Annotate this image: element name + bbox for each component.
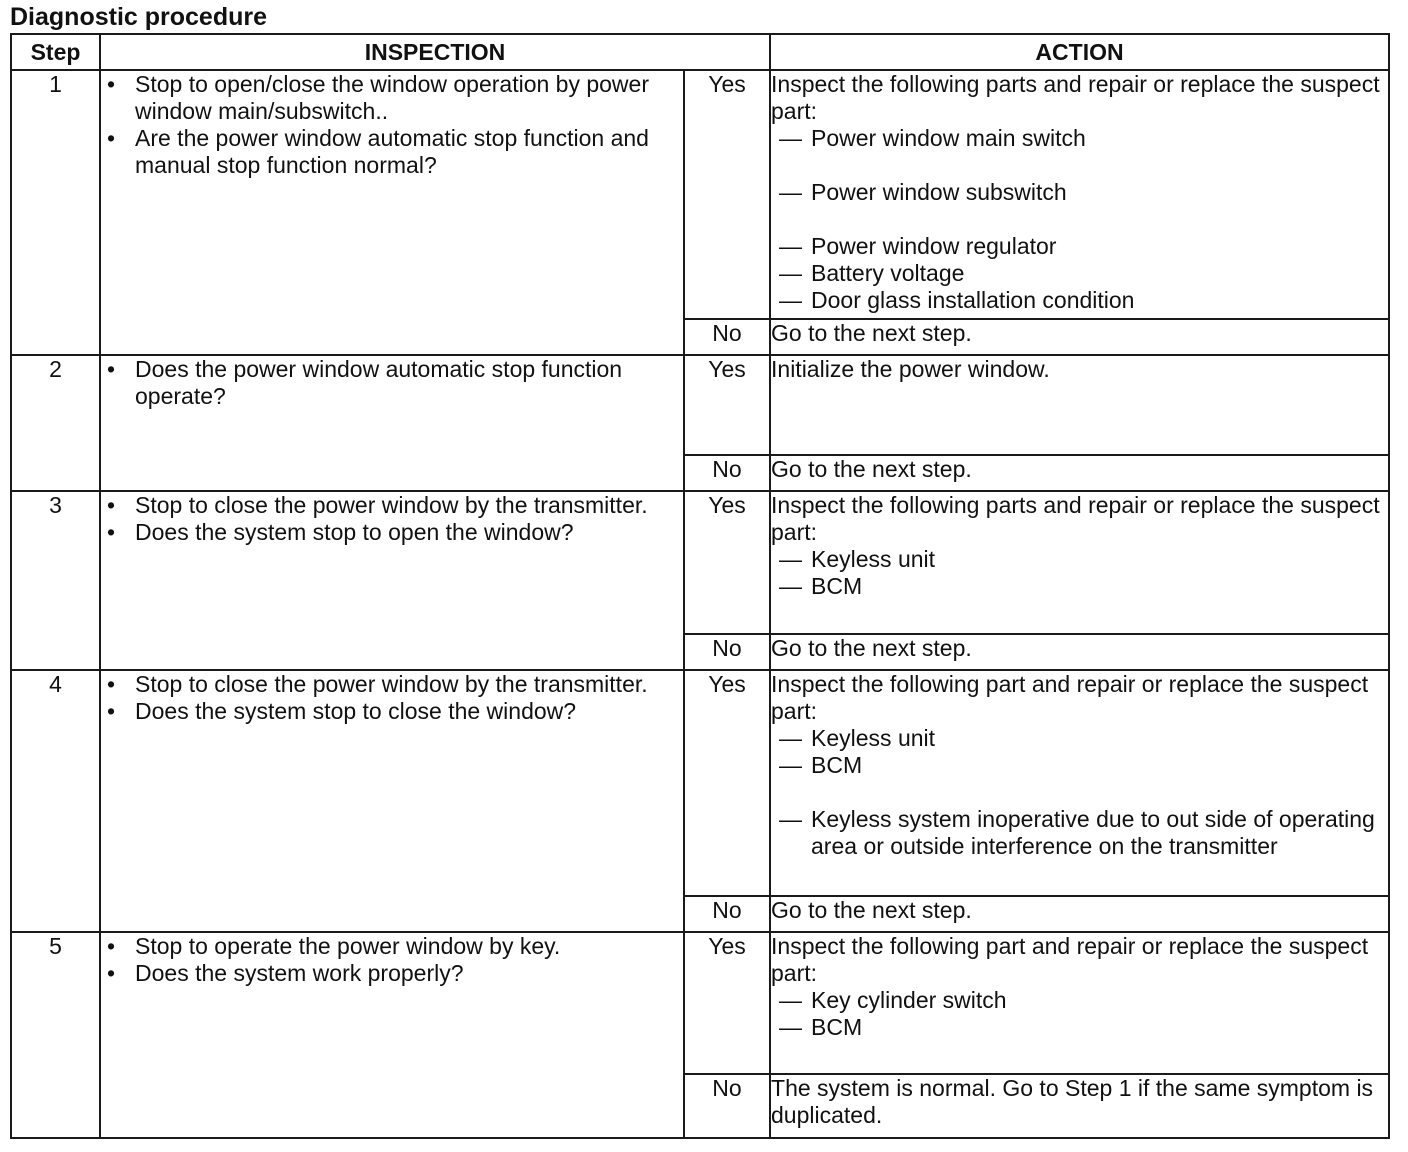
inspection-item: • Stop to open/close the window operation by power window main/subswitch.. bbox=[101, 71, 683, 125]
inspection-item: • Stop to close the power window by the transmitter. bbox=[101, 671, 683, 698]
inspection-item: • Are the power window automatic stop function and manual stop function normal? bbox=[101, 125, 683, 179]
step-number: 5 bbox=[11, 932, 100, 1138]
inspection-cell bbox=[100, 932, 684, 1138]
part-item: — Keyless unit bbox=[771, 546, 1388, 573]
action-text: Inspect the following part and repair or replace the suspect part: bbox=[771, 933, 1369, 986]
yes-label: Yes bbox=[684, 932, 770, 1074]
yes-label: Yes bbox=[684, 670, 770, 896]
inspection-item: • Does the system stop to open the window? bbox=[101, 519, 683, 546]
part-item: — Door glass installation condition bbox=[771, 287, 1388, 314]
step-row-yes bbox=[11, 491, 1389, 634]
action-no: Go to the next step. bbox=[770, 896, 1389, 932]
step-row-yes bbox=[11, 670, 1389, 896]
step-number: 3 bbox=[11, 491, 100, 670]
header-step: Step bbox=[11, 34, 100, 70]
inspection-item: • Does the system stop to close the window? bbox=[101, 698, 683, 725]
action-no: Go to the next step. bbox=[770, 455, 1389, 491]
part-item: — Keyless system inoperative due to out side of operating area or outside interference on the transmitter bbox=[771, 806, 1388, 860]
no-label: No bbox=[684, 896, 770, 932]
part-item: — Power window regulator bbox=[771, 233, 1388, 260]
part-item: — Power window main switch bbox=[771, 125, 1388, 152]
action-text: Inspect the following parts and repair or replace the suspect part: bbox=[771, 492, 1380, 545]
inspection-cell bbox=[100, 70, 684, 355]
action-yes bbox=[770, 491, 1389, 634]
yes-label: Yes bbox=[684, 491, 770, 634]
step-number: 2 bbox=[11, 355, 100, 491]
header-row bbox=[11, 34, 1389, 70]
no-label: No bbox=[684, 634, 770, 670]
action-yes bbox=[770, 70, 1389, 319]
no-label: No bbox=[684, 319, 770, 355]
action-text: Inspect the following parts and repair or replace the suspect part: bbox=[771, 71, 1380, 124]
part-item: — Battery voltage bbox=[771, 260, 1388, 287]
part-item: — Key cylinder switch bbox=[771, 987, 1388, 1014]
part-item: — Keyless unit bbox=[771, 725, 1388, 752]
header-inspection: INSPECTION bbox=[100, 34, 770, 70]
inspection-item: • Does the power window automatic stop function operate? bbox=[101, 356, 683, 410]
inspection-item: • Does the system work properly? bbox=[101, 960, 683, 987]
inspection-cell bbox=[100, 491, 684, 670]
action-text: Inspect the following part and repair or replace the suspect part: bbox=[771, 671, 1369, 724]
yes-label: Yes bbox=[684, 355, 770, 455]
action-yes bbox=[770, 932, 1389, 1074]
part-item: — BCM bbox=[771, 573, 1388, 600]
step-number: 4 bbox=[11, 670, 100, 932]
part-item: — BCM bbox=[771, 1014, 1388, 1041]
page-title: Diagnostic procedure bbox=[10, 3, 267, 31]
inspection-item: • Stop to close the power window by the transmitter. bbox=[101, 492, 683, 519]
step-row-yes bbox=[11, 70, 1389, 319]
step-row-yes bbox=[11, 355, 1389, 455]
action-text: Initialize the power window. bbox=[771, 356, 1050, 382]
no-label: No bbox=[684, 455, 770, 491]
action-no: Go to the next step. bbox=[770, 319, 1389, 355]
inspection-cell bbox=[100, 670, 684, 932]
action-no: The system is normal. Go to Step 1 if the same symptom is duplicated. bbox=[770, 1074, 1389, 1138]
yes-label: Yes bbox=[684, 70, 770, 319]
action-yes bbox=[770, 670, 1389, 896]
header-action: ACTION bbox=[770, 34, 1389, 70]
part-item: — Power window subswitch bbox=[771, 179, 1388, 206]
inspection-cell bbox=[100, 355, 684, 491]
action-no: Go to the next step. bbox=[770, 634, 1389, 670]
action-yes bbox=[770, 355, 1389, 455]
part-item: — BCM bbox=[771, 752, 1388, 779]
no-label: No bbox=[684, 1074, 770, 1138]
inspection-item: • Stop to operate the power window by key. bbox=[101, 933, 683, 960]
step-number: 1 bbox=[11, 70, 100, 355]
diagnostic-table bbox=[10, 33, 1390, 1139]
step-row-yes bbox=[11, 932, 1389, 1074]
